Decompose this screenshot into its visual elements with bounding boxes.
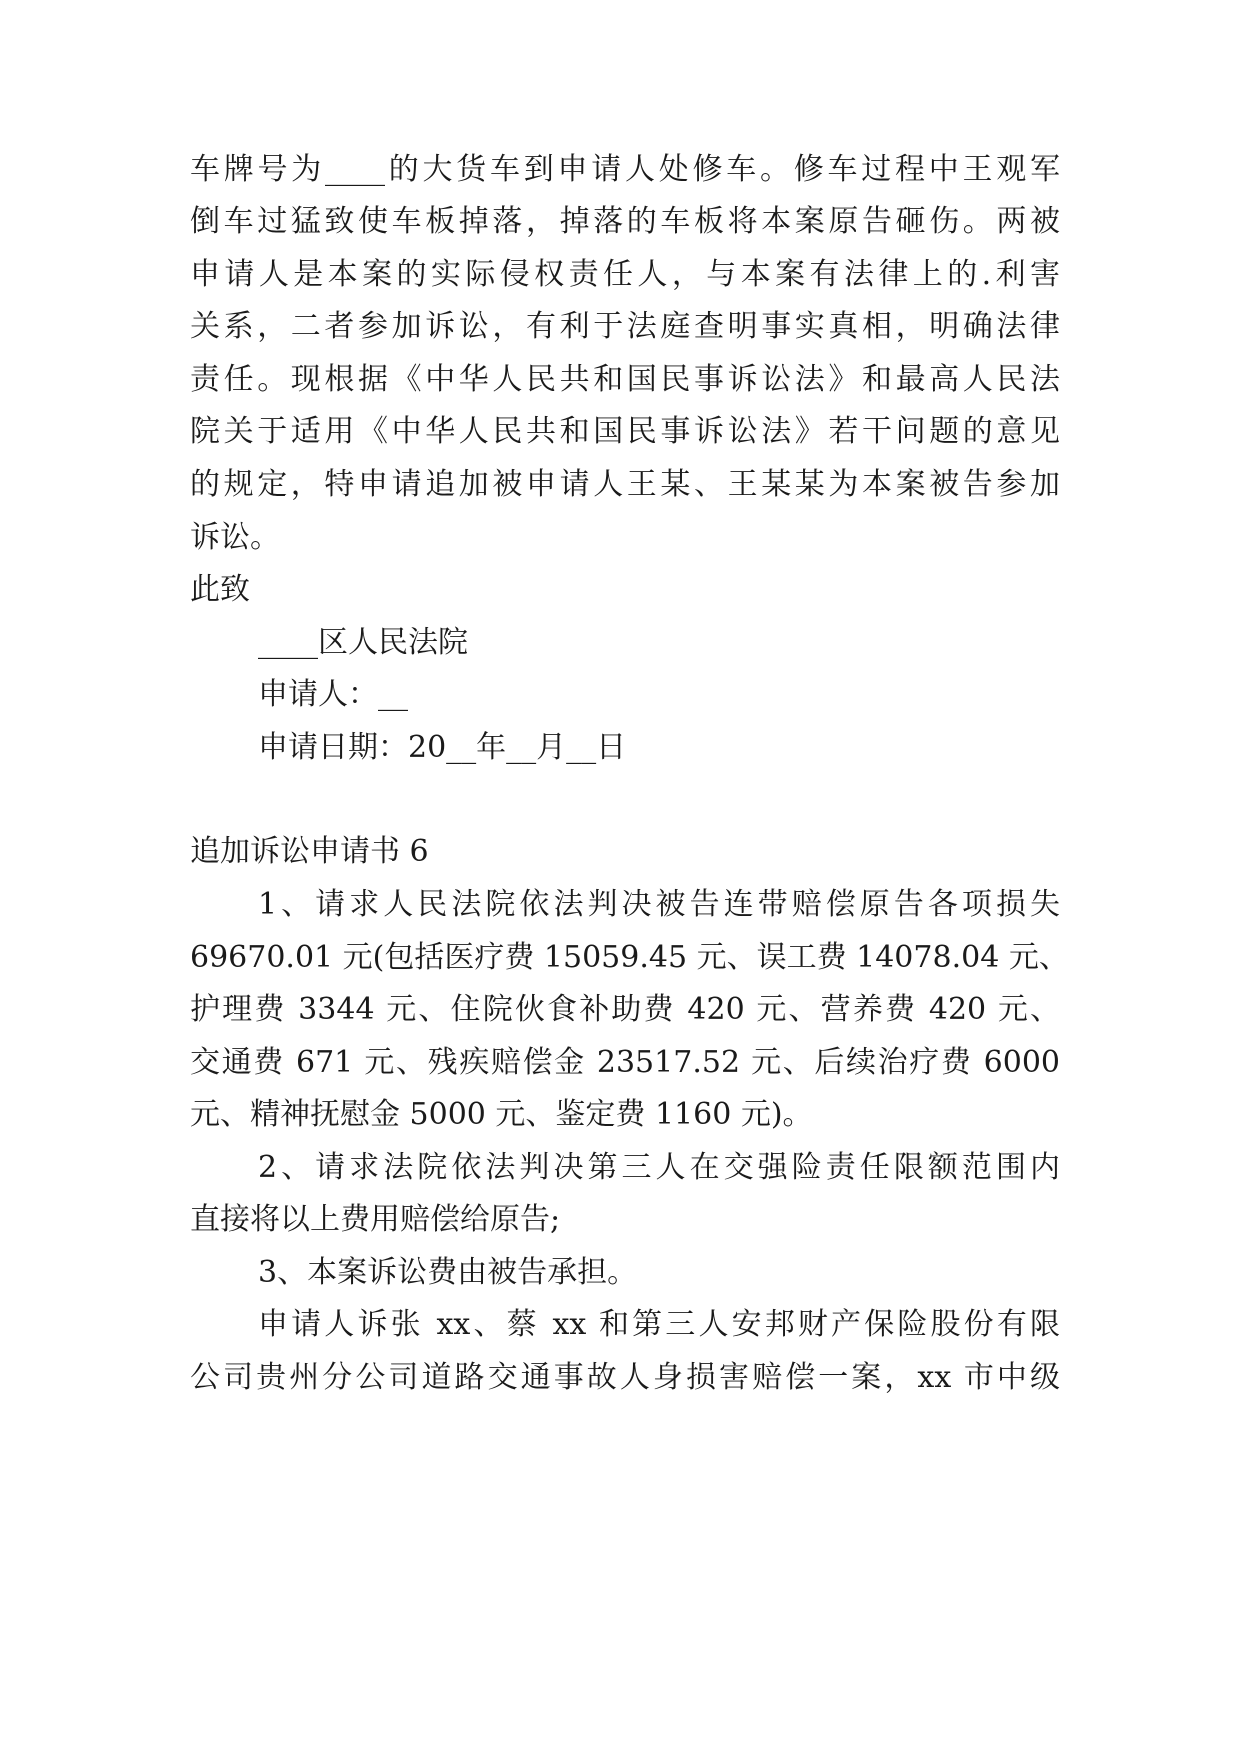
body-line: 69670.01 元(包括医疗费 15059.45 元、误工费 14078.04 元、 [190, 940, 1069, 975]
salutation: 此致 [190, 572, 250, 607]
body-line: 元、精神抚慰金 5000 元、鉴定费 1160 元)。 [190, 1097, 813, 1132]
court-name: ____区人民法院 [258, 625, 468, 660]
application-date: 申请日期：20__年__月__日 [258, 730, 627, 765]
body-line: 车牌号为____的大货车到申请人处修车。修车过程中王观军 [190, 152, 1060, 187]
body-line: 关系，二者参加诉讼，有利于法庭查明事实真相，明确法律 [190, 309, 1060, 344]
body-line: 交通费 671 元、残疾赔偿金 23517.52 元、后续治疗费 6000 [190, 1045, 1060, 1080]
applicant-signature: 申请人：__ [258, 677, 408, 712]
body-line: 申请人诉张 xx、蔡 xx 和第三人安邦财产保险股份有限 [258, 1307, 1060, 1342]
body-line: 公司贵州分公司道路交通事故人身损害赔偿一案，xx 市中级 [190, 1360, 1060, 1395]
body-line: 1、请求人民法院依法判决被告连带赔偿原告各项损失 [258, 887, 1060, 922]
body-line: 3、本案诉讼费由被告承担。 [258, 1255, 638, 1290]
body-line: 的规定，特申请追加被申请人王某、王某某为本案被告参加 [190, 467, 1060, 502]
body-line: 倒车过猛致使车板掉落，掉落的车板将本案原告砸伤。两被 [190, 204, 1060, 239]
body-line: 2、请求法院依法判决第三人在交强险责任限额范围内 [258, 1150, 1060, 1185]
body-line: 责任。现根据《中华人民共和国民事诉讼法》和最高人民法 [190, 362, 1060, 397]
body-line: 直接将以上费用赔偿给原告; [190, 1202, 561, 1237]
body-line: 护理费 3344 元、住院伙食补助费 420 元、营养费 420 元、 [190, 992, 1060, 1027]
body-line: 申请人是本案的实际侵权责任人，与本案有法律上的.利害 [190, 257, 1060, 292]
body-line: 诉讼。 [190, 520, 280, 555]
section-title: 追加诉讼申请书 6 [190, 834, 429, 869]
body-line: 院关于适用《中华人民共和国民事诉讼法》若干问题的意见 [190, 414, 1060, 449]
